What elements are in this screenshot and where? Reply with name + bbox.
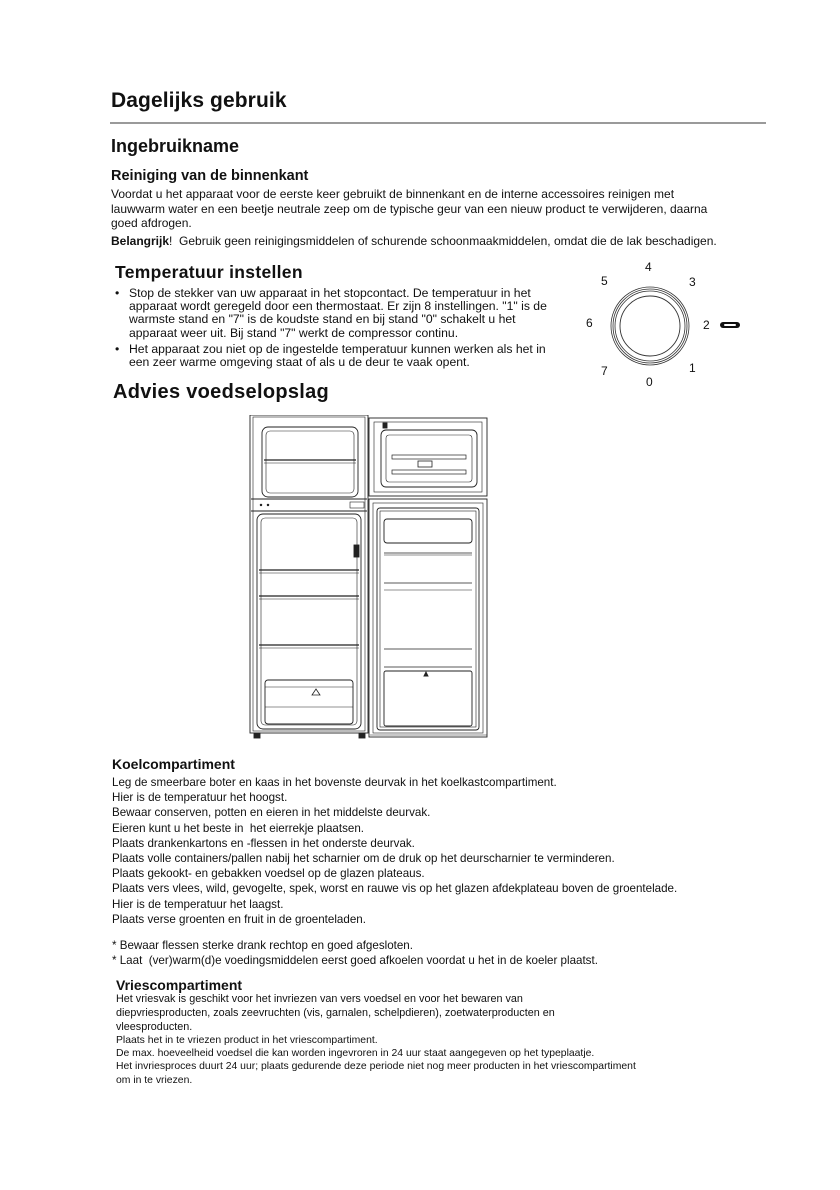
important-mark: ! bbox=[169, 234, 173, 248]
instruction-line: Eieren kunt u het beste in het eierrekje plaatsen. bbox=[112, 821, 364, 835]
bullet-icon: • bbox=[115, 286, 120, 300]
reiniging-paragraph bbox=[111, 187, 707, 231]
instruction-line: De max. hoeveelheid voedsel die kan worden ingevroren in 24 uur staat aangegeven op het typeplaatje. bbox=[116, 1048, 595, 1060]
paragraph-line: goed afdrogen. bbox=[111, 216, 192, 230]
bullet-item bbox=[115, 343, 565, 369]
dial-position-5: 5 bbox=[601, 274, 608, 288]
section-heading-koel: Koelcompartiment bbox=[112, 756, 235, 772]
important-label: Belangrijk bbox=[111, 234, 170, 248]
instruction-line: Bewaar conserven, potten en eieren in het middelste deurvak. bbox=[112, 806, 431, 820]
bullet-text: Het apparaat zou niet op de ingestelde temperatuur kunnen werken als het in een zeer warme omgeving staat of als u de deur te vaak opent. bbox=[129, 341, 546, 370]
dial-position-6: 6 bbox=[586, 316, 593, 330]
important-text: Gebruik geen reinigingsmiddelen of schurende schoonmaakmiddelen, omdat die de lak beschadigen. bbox=[172, 234, 717, 248]
instruction-line: Plaats het in te vriezen product in het vriescompartiment. bbox=[116, 1035, 378, 1046]
instruction-line: Het vriesvak is geschikt voor het invriezen van vers voedsel en voor het bewaren van bbox=[116, 993, 523, 1005]
instruction-line: Plaats drankenkartons en -flessen in het onderste deurvak. bbox=[112, 836, 415, 850]
instruction-line: Plaats vers vlees, wild, gevogelte, spek, worst en rauwe vis op het glazen afdekplateau boven de groentelade. bbox=[112, 882, 678, 896]
dial-position-4: 4 bbox=[645, 260, 652, 274]
note-line: * Laat (ver)warm(d)e voedingsmiddelen eerst goed afkoelen voordat u het in de koeler plaatst. bbox=[112, 954, 598, 967]
bullet-icon: • bbox=[115, 341, 120, 356]
subheading-reiniging: Reiniging van de binnenkant bbox=[111, 168, 309, 184]
note-line: * Bewaar flessen sterke drank rechtop en goed afgesloten. bbox=[112, 939, 413, 952]
section-heading-temperatuur: Temperatuur instellen bbox=[115, 262, 303, 282]
section-heading-advies: Advies voedselopslag bbox=[113, 381, 330, 403]
koel-notes bbox=[112, 938, 598, 968]
refrigerator-icon bbox=[246, 415, 492, 740]
page-title: Dagelijks gebruik bbox=[111, 89, 287, 112]
refrigerator-illustration bbox=[246, 415, 492, 740]
dial-position-1: 1 bbox=[689, 361, 696, 375]
dial-position-2: 2 bbox=[703, 318, 710, 332]
instruction-line: Plaats volle containers/pallen nabij het scharnier om de druk op het deurscharnier te verminderen. bbox=[112, 852, 615, 866]
paragraph-line: Voordat u het apparaat voor de eerste keer gebruikt de binnenkant en de interne accessoires reinigen met bbox=[111, 187, 675, 201]
instruction-line: Plaats gekookt- en gebakken voedsel op de glazen plateaus. bbox=[112, 867, 425, 881]
instruction-line: om in te vriezen. bbox=[116, 1074, 193, 1086]
temperature-bullet-list bbox=[115, 287, 565, 372]
bullet-item bbox=[115, 287, 565, 340]
instruction-line: diepvriesproducten, zoals zeevruchten (vis, garnalen, schelpdieren), zoetwaterproducten en bbox=[116, 1007, 555, 1019]
dial-position-0: 0 bbox=[646, 375, 653, 389]
dial-position-7: 7 bbox=[601, 364, 608, 378]
instruction-line: vleesproducten. bbox=[116, 1021, 193, 1033]
instruction-line: Leg de smeerbare boter en kaas in het bovenste deurvak in het koelkastcompartiment. bbox=[112, 776, 557, 789]
instruction-line: Hier is de temperatuur het hoogst. bbox=[112, 791, 288, 805]
koel-instructions bbox=[112, 775, 677, 927]
instruction-line: Plaats verse groenten en fruit in de groenteladen. bbox=[112, 912, 366, 926]
title-divider bbox=[110, 122, 766, 124]
section-heading-vries: Vriescompartiment bbox=[116, 977, 243, 993]
bullet-text: Stop de stekker van uw apparaat in het stopcontact. De temperatuur in het apparaat wordt geregeld door een thermostaat. Er zijn 8 instellingen. "1" is de warmste stand en "7" is de koudste stand en bij stand "0" schakelt u het apparaat weer uit. Bij stand "7" werkt de compressor continu. bbox=[129, 286, 547, 340]
paragraph-line: lauwwarm water en een beetje neutrale zeep om de typische geur van een nieuw product te verwijderen, daarna bbox=[111, 201, 708, 216]
instruction-line: Hier is de temperatuur het laagst. bbox=[112, 897, 284, 911]
instruction-line: Het invriesproces duurt 24 uur; plaats gedurende deze periode niet nog meer producten in het vriescompartiment bbox=[116, 1061, 636, 1073]
important-note bbox=[111, 234, 717, 249]
vries-instructions bbox=[116, 992, 636, 1087]
section-heading-ingebruikname: Ingebruikname bbox=[111, 136, 240, 156]
thermostat-dial-diagram bbox=[580, 258, 750, 393]
dial-position-3: 3 bbox=[689, 275, 696, 289]
